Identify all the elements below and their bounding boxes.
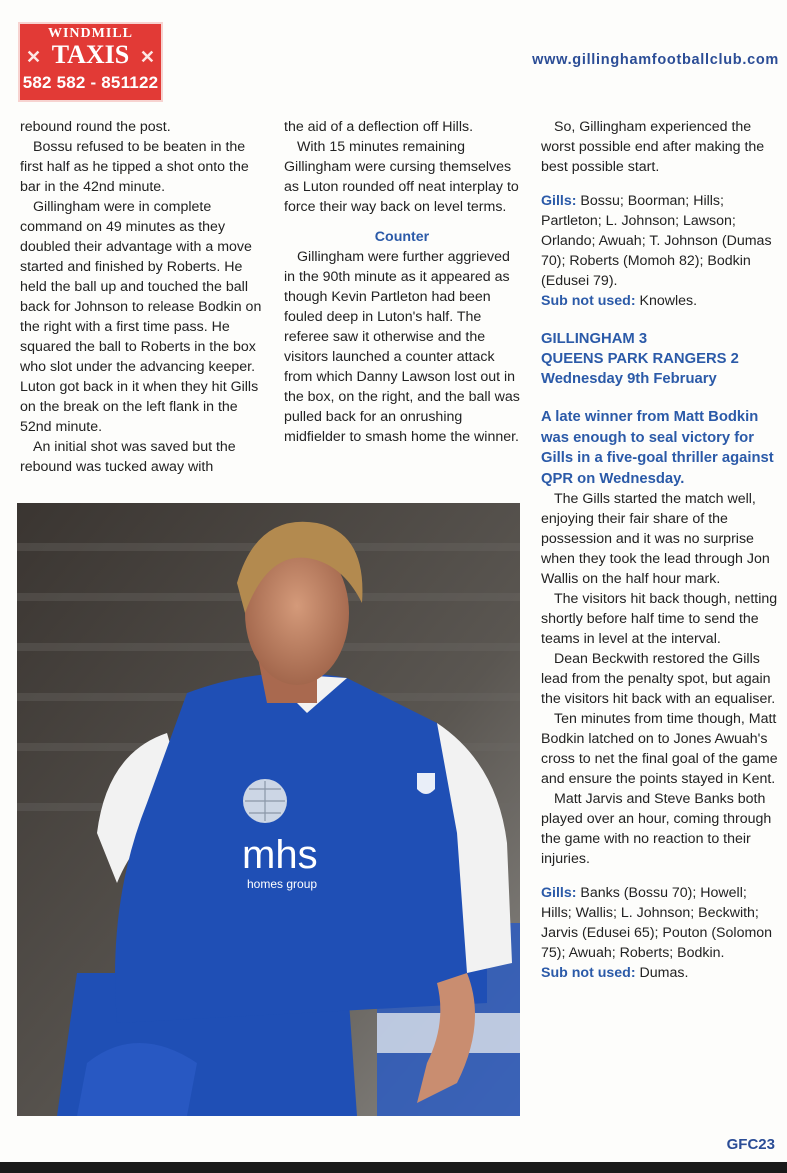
paragraph: the aid of a deflection off Hills. xyxy=(284,119,474,135)
match-result-line1: GILLINGHAM 3 xyxy=(541,331,648,347)
windmill-icon: ✕ xyxy=(26,47,42,67)
windmill-taxis-ad xyxy=(18,22,163,102)
match-result-line2: QUEENS PARK RANGERS 2 xyxy=(541,351,739,367)
paragraph: Gillingham were further aggrieved in the 90th minute as it appeared as though Kevin Partleton had been fouled deep in Luton's half. The referee saw it otherwise and the visitors launched a counter attack from which Danny Lawson lost out in the box, on the right, and the ball was pulled back for an onrushing midfielder to smash home the winner. xyxy=(284,249,520,445)
match-date: Wednesday 9th February xyxy=(541,371,717,387)
paragraph: Bossu refused to be beaten in the first half as he tipped a shot onto the bar in the 42nd minute. xyxy=(20,139,249,195)
paragraph: Gillingham were in complete command on 49 minutes as they doubled their advantage with a move started and finished by Roberts. He held the ball up and touched the ball back for Johnson to release Bodkin on the right with a first time pass. He squared the ball to Roberts in the box who slot under the advancing keeper. Luton got back in it when they hit Gills on the break on the left flank in the 52nd minute. xyxy=(20,199,262,435)
team-lineup-2 xyxy=(541,883,779,963)
page-number: GFC23 xyxy=(726,1136,775,1153)
windmill-icon: ✕ xyxy=(139,47,155,67)
ad-brand-line2: TAXIS xyxy=(51,40,130,69)
paragraph: An initial shot was saved but the rebound was tucked away with xyxy=(20,439,236,475)
shirt-sponsor-sub: homes group xyxy=(247,877,318,891)
subheading-counter: Counter xyxy=(374,229,430,245)
paragraph: So, Gillingham experienced the worst possible end after making the best possible start. xyxy=(541,119,765,175)
lineup-text: Banks (Bossu 70); Howell; Hills; Wallis; L. Johnson; Beckwith; Jarvis (Edusei 65); Pouton (Solomon 75); Awuah; Roberts; Bodkin. xyxy=(541,885,773,961)
paragraph: With 15 minutes remaining Gillingham were cursing themselves as Luton rounded off neat interplay to force their way back on level terms. xyxy=(284,139,519,215)
article-intro: A late winner from Matt Bodkin was enough to seal victory for Gills in a five-goal thriller against QPR on Wednesday. xyxy=(541,409,774,487)
paragraph: Matt Jarvis and Steve Banks both played over an hour, coming through the game with no reaction to their injuries. xyxy=(541,791,772,867)
ad-phone: 582 582 - 851122 xyxy=(22,73,159,92)
shirt-sponsor: mhs xyxy=(242,833,318,877)
paragraph: rebound round the post. xyxy=(20,119,171,135)
paragraph: Dean Beckwith restored the Gills lead from the penalty spot, but again the visitors hit back with an equaliser. xyxy=(541,651,776,707)
article-column-3 xyxy=(541,117,779,983)
article-column-2 xyxy=(284,117,520,447)
website-url: www.gillinghamfootballclub.com xyxy=(532,52,779,68)
paragraph: The Gills started the match well, enjoying their fair share of the possession and it was no surprise when they took the lead through Jon Wallis on the half hour mark. xyxy=(541,491,770,587)
lineup-label: Gills: xyxy=(541,193,577,209)
lineup-text: Bossu; Boorman; Hills; Partleton; L. Johnson; Lawson; Orlando; Awuah; T. Johnson (Dumas 70); Roberts (Momoh 82); Bodkin (Edusei 79). xyxy=(541,193,772,289)
subs-label: Sub not used: xyxy=(541,293,636,309)
subs-unused-1 xyxy=(541,291,779,311)
team-lineup-1 xyxy=(541,191,779,291)
subs-text: Dumas. xyxy=(635,965,689,981)
footer-bar xyxy=(0,1162,787,1173)
ad-brand-line1: WINDMILL xyxy=(47,26,133,41)
subs-label: Sub not used: xyxy=(541,965,636,981)
subs-unused-2 xyxy=(541,963,779,983)
paragraph: The visitors hit back though, netting shortly before half time to send the teams in level at the interval. xyxy=(541,591,778,647)
article-column-1 xyxy=(20,117,264,477)
subs-text: Knowles. xyxy=(635,293,698,309)
lineup-label: Gills: xyxy=(541,885,577,901)
paragraph: Ten minutes from time though, Matt Bodkin latched on to Jones Awuah's cross to net the final goal of the game and ensure the points stayed in Kent. xyxy=(541,711,778,787)
player-photo xyxy=(17,503,520,1116)
